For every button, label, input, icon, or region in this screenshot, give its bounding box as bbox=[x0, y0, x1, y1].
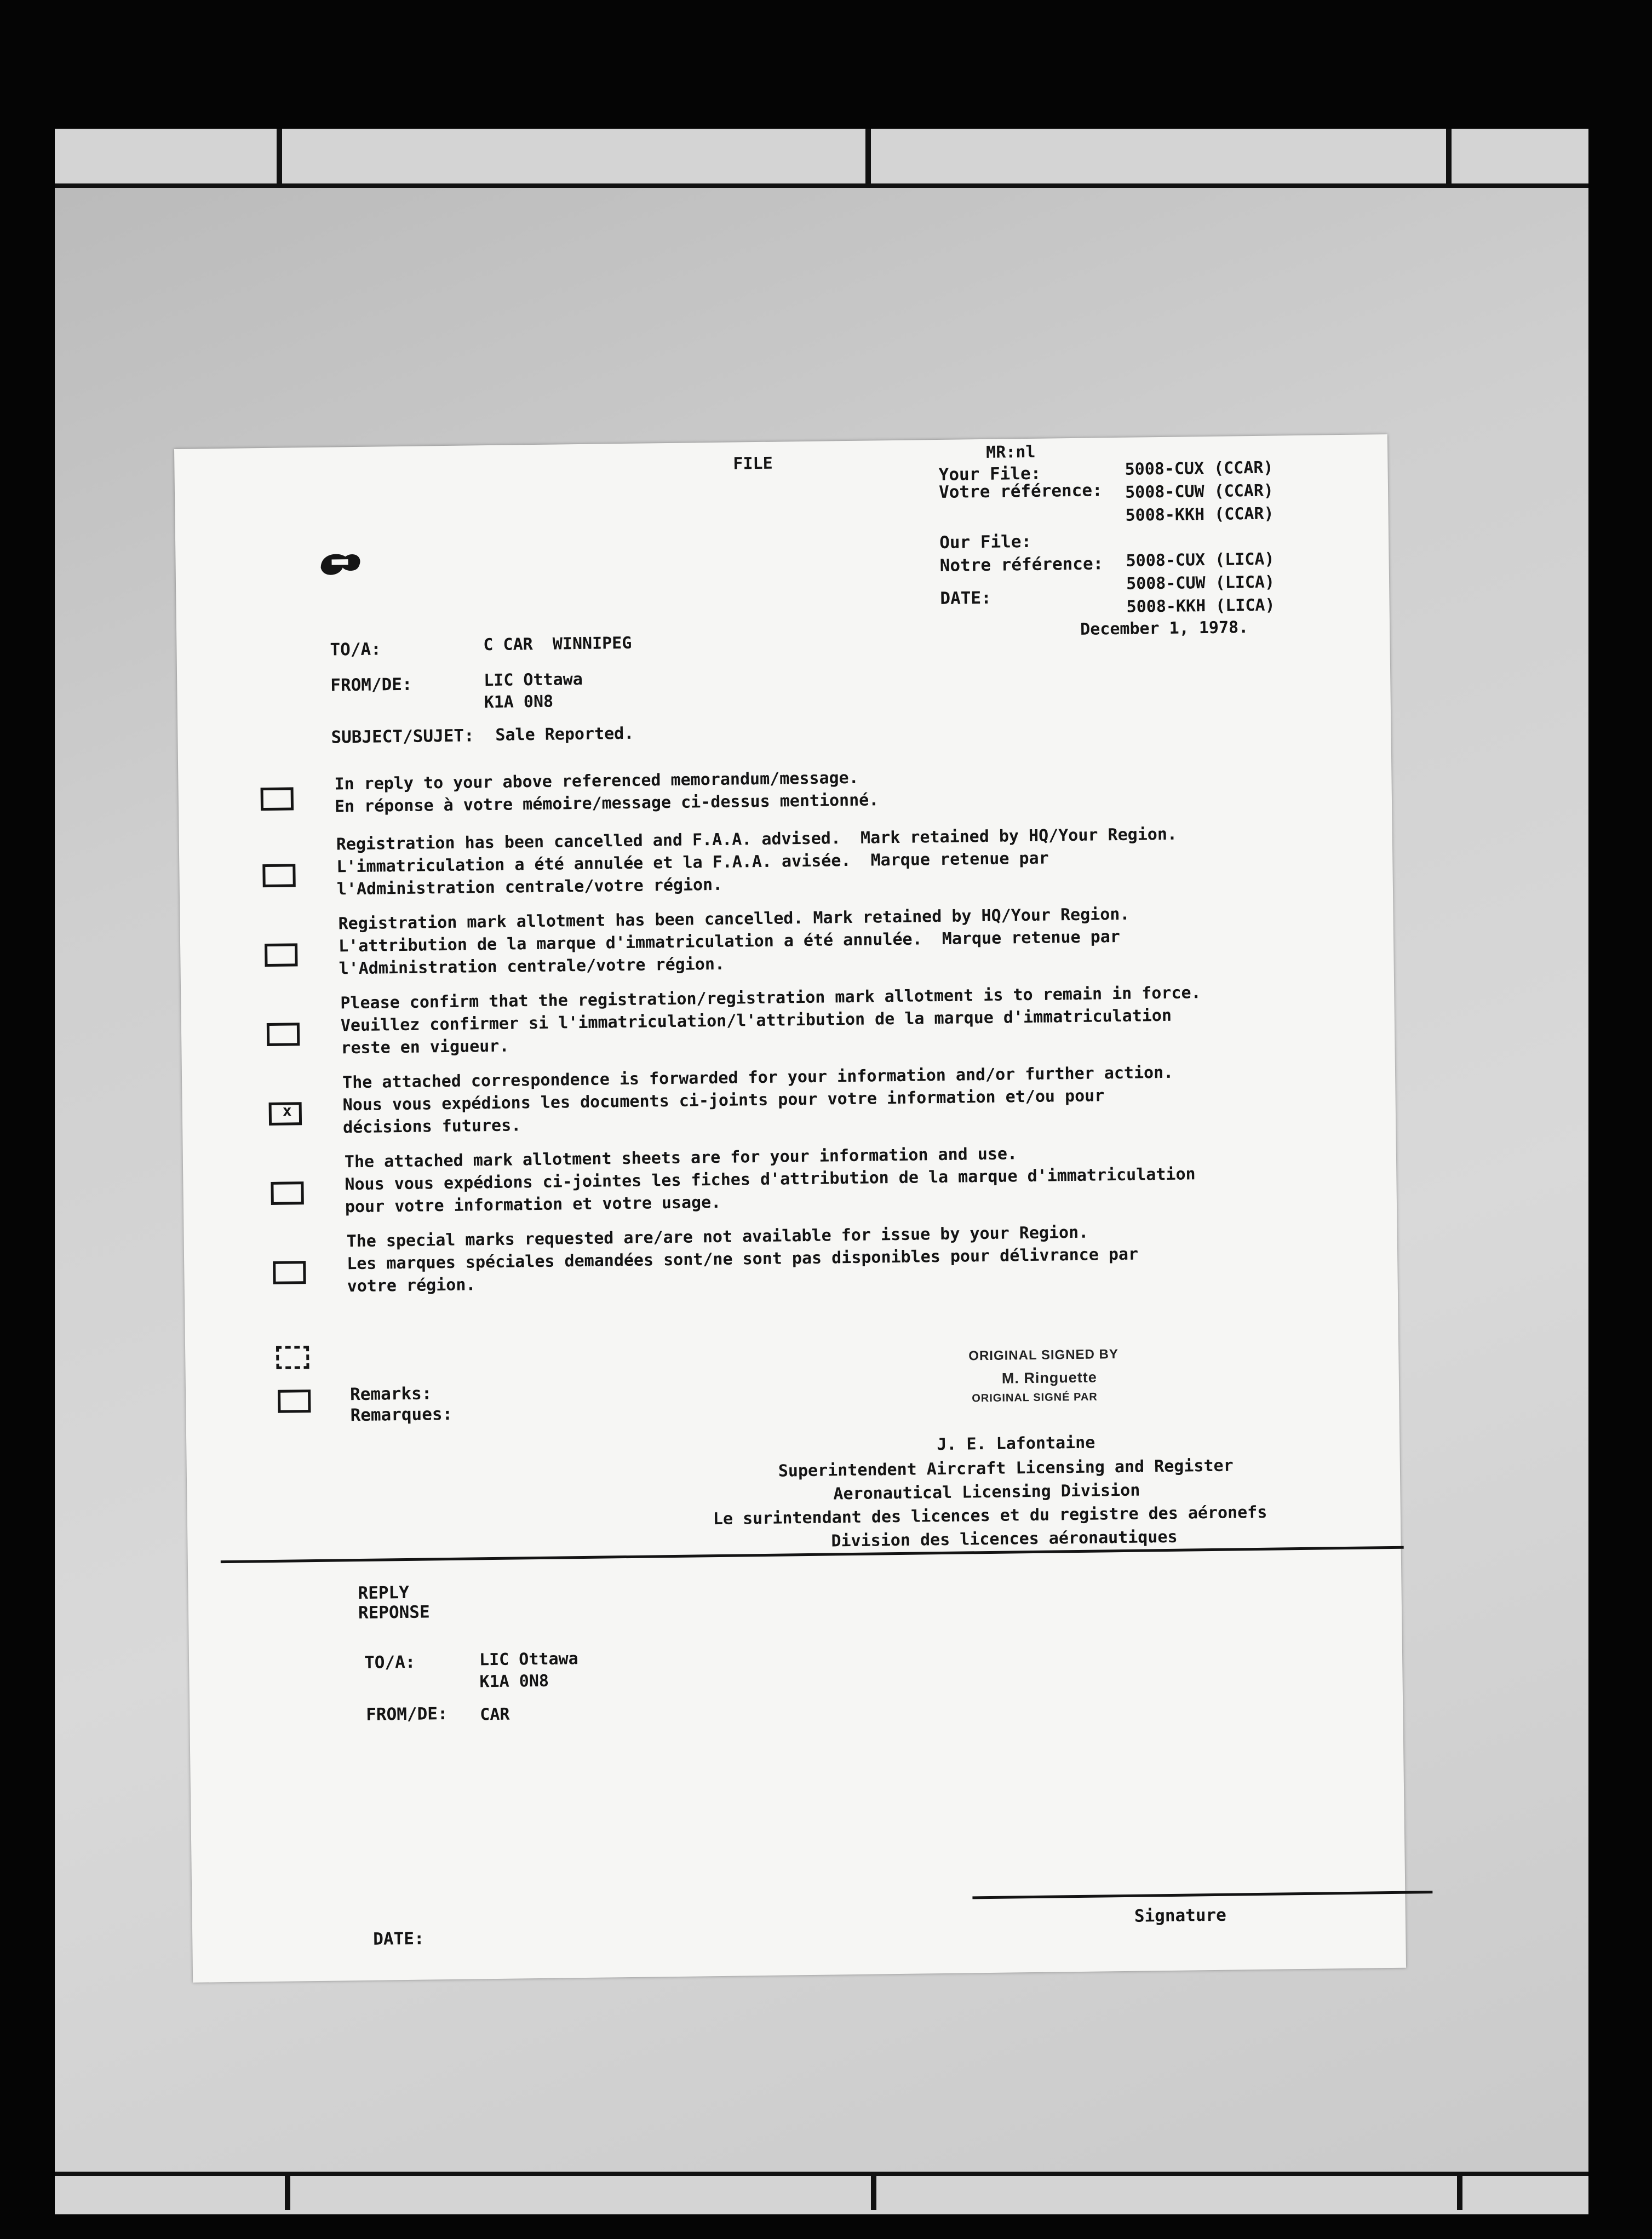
from-label: FROM/DE: bbox=[330, 674, 412, 696]
film-divider bbox=[1457, 2172, 1462, 2210]
reply-to-line-1: LIC Ottawa bbox=[479, 1649, 578, 1670]
signatory-title-2: Aeronautical Licensing Division bbox=[833, 1480, 1140, 1504]
signatory-name: J. E. Lafontaine bbox=[937, 1433, 1095, 1455]
option-checkbox[interactable] bbox=[262, 864, 296, 887]
reply-to-line-2: K1A 0N8 bbox=[479, 1671, 549, 1692]
from-line-1: LIC Ottawa bbox=[483, 669, 583, 691]
signatory-title-1: Superintendent Aircraft Licensing and Register bbox=[778, 1456, 1234, 1481]
film-divider bbox=[871, 2172, 876, 2210]
to-label: TO/A: bbox=[330, 639, 382, 660]
signature-line bbox=[972, 1891, 1432, 1899]
notre-reference-label: Notre référence: bbox=[939, 554, 1104, 576]
our-file-ref-3: 5008-KKH (LICA) bbox=[1126, 595, 1275, 617]
date-label: DATE: bbox=[940, 588, 991, 608]
option-checkbox[interactable] bbox=[273, 1261, 306, 1284]
memo-paper bbox=[174, 434, 1406, 1983]
subject-label: SUBJECT/SUJET: bbox=[331, 726, 474, 748]
option-text-allotment-sheets: The attached mark allotment sheets are for your information and use. Nous vous expédions ci-jointes les fiches d'attribution de la marque d'immatriculation pour votre information et votre usage. bbox=[344, 1144, 1196, 1217]
signatory-title-4: Division des licences aéronautiques bbox=[831, 1527, 1178, 1551]
film-divider bbox=[865, 129, 871, 183]
to-value: C CAR WINNIPEG bbox=[483, 633, 632, 655]
option-checkbox[interactable] bbox=[261, 787, 294, 811]
from-line-2: K1A 0N8 bbox=[484, 692, 554, 713]
remarks-checkbox[interactable] bbox=[276, 1346, 309, 1369]
our-file-label: Our File: bbox=[939, 531, 1032, 553]
file-label: FILE bbox=[733, 453, 773, 474]
option-checkbox[interactable] bbox=[267, 1023, 300, 1046]
date-value: December 1, 1978. bbox=[1080, 618, 1249, 639]
original-signe-stamp: ORIGINAL SIGNÉ PAR bbox=[972, 1391, 1098, 1405]
your-file-label: Your File: bbox=[938, 463, 1041, 485]
option-text-special-marks: The special marks requested are/are not available for issue by your Region. Les marques spéciales demandées sont/ne sont pas disponibles pour délivrance par votre région. bbox=[346, 1222, 1139, 1296]
film-divider bbox=[285, 2172, 290, 2210]
option-checkbox[interactable] bbox=[269, 1102, 302, 1126]
option-text-reply: In reply to your above referenced memorandum/message. En réponse à votre mémoire/message ci-dessus mentionné. bbox=[334, 768, 879, 817]
option-text-correspondence-forwarded: The attached correspondence is forwarded for your information and/or further action. Nous vous expédions les documents ci-joints pour votre information et/ou pour décisions futures. bbox=[342, 1063, 1174, 1138]
department-logo-icon bbox=[315, 548, 365, 582]
option-text-allotment-cancelled: Registration mark allotment has been cancelled. Mark retained by HQ/Your Region. L'attribution de la marque d'immatriculation a été annulée. Marque retenue par l'Administration centrale/votre région. bbox=[338, 904, 1130, 979]
original-signed-stamp: ORIGINAL SIGNED BY bbox=[968, 1347, 1119, 1364]
your-file-ref-2: 5008-CUW (CCAR) bbox=[1125, 481, 1274, 502]
remarques-checkbox[interactable] bbox=[278, 1390, 311, 1413]
your-file-ref-1: 5008-CUX (CCAR) bbox=[1125, 458, 1274, 479]
reply-from-value: CAR bbox=[480, 1704, 510, 1725]
film-divider bbox=[277, 129, 282, 183]
reply-to-label: TO/A: bbox=[364, 1652, 416, 1673]
reply-date-label: DATE: bbox=[373, 1928, 425, 1949]
reply-heading: REPLY bbox=[358, 1582, 410, 1604]
reply-from-label: FROM/DE: bbox=[366, 1704, 448, 1725]
our-file-ref-2: 5008-CUW (LICA) bbox=[1126, 572, 1275, 594]
initials: MR:nl bbox=[985, 442, 1036, 462]
option-checkbox[interactable] bbox=[271, 1181, 304, 1205]
reponse-heading: REPONSE bbox=[358, 1602, 430, 1623]
reply-divider bbox=[221, 1546, 1404, 1563]
your-file-ref-3: 5008-KKH (CCAR) bbox=[1125, 504, 1274, 525]
our-file-ref-1: 5008-CUX (LICA) bbox=[1126, 549, 1275, 571]
subject-value: Sale Reported. bbox=[495, 724, 634, 745]
option-checkbox[interactable] bbox=[265, 943, 298, 967]
option-text-confirm-in-force: Please confirm that the registration/registration mark allotment is to remain in force. Veuillez confirmer si l'immatriculation/l'attribution de la marque d'immatriculation reste en vigueur. bbox=[340, 983, 1201, 1058]
votre-reference-label: Votre référence: bbox=[938, 480, 1103, 502]
stamp-signer-name: M. Ringuette bbox=[1001, 1369, 1098, 1387]
film-top-strip bbox=[55, 129, 1588, 188]
film-divider bbox=[1446, 129, 1452, 183]
signature-label: Signature bbox=[1134, 1905, 1227, 1926]
option-text-registration-cancelled: Registration has been cancelled and F.A.A. advised. Mark retained by HQ/Your Region. L'immatriculation a été annulée et la F.A.A. avisée. Marque retenue par l'Administration centrale/votre région. bbox=[336, 824, 1178, 899]
signatory-title-3: Le surintendant des licences et du registre des aéronefs bbox=[713, 1502, 1267, 1529]
remarques-label: Remarques: bbox=[350, 1404, 453, 1426]
remarks-label: Remarks: bbox=[349, 1383, 432, 1405]
